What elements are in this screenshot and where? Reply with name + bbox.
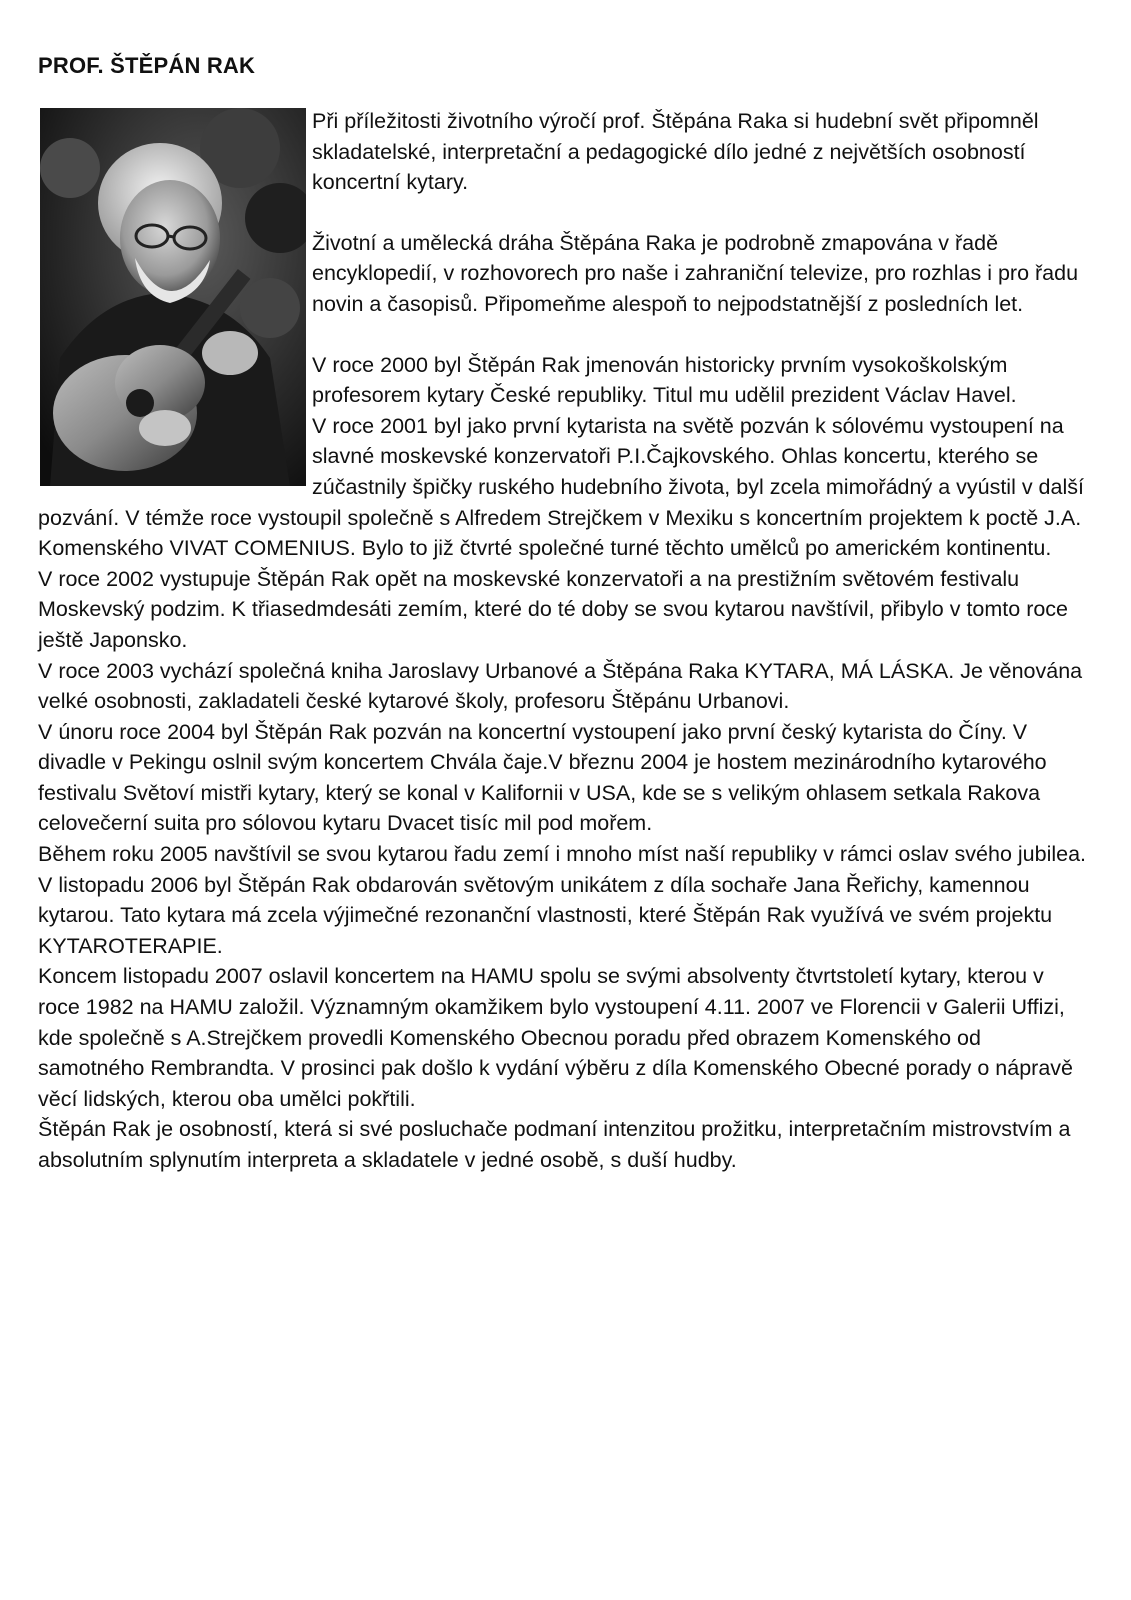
paragraph-4: V roce 2001 byl jako první kytarista na světě pozván k sólovému vystoupení na slavné moskevské konzervatoři P.I.Čajkovského. Ohlas koncertu, kterého se zúčastnily špičky ruského hudebního života, byl zcela mimořádný a vyústil v další pozvání. V témže roce vystoupil společně s Alfredem Strejčkem v Mexiku s koncertním projektem k poctě J.A. Komenského VIVAT COMENIUS. Bylo to již čtvrté společné turné těchto umělců po americkém kontinentu. [38,413,1084,561]
paragraph-10: Koncem listopadu 2007 oslavil koncertem na HAMU spolu se svými absolventy čtvrtstoletí kytary, kterou v roce 1982 na HAMU založil. Významným okamžikem bylo vystoupení 4.11. 2007 ve Florencii v Galerii Uffizi, kde společně s A.Strejčkem provedli Komenského Obecnou poradu před obrazem Komenského od samotného Rembrandta. V prosinci pak došlo k vydání výběru z díla Komenského Obecné porady o nápravě věcí lidských, kterou oba umělci pokřtili. [38,964,1073,1111]
paragraph-6: V roce 2003 vychází společná kniha Jaroslavy Urbanové a Štěpána Raka KYTARA, MÁ LÁSKA. Je věnována velké osobnosti, zakladateli české kytarové školy, profesoru Štěpánu Urbanovi. [38,658,1083,714]
paragraph-3: V roce 2000 byl Štěpán Rak jmenován historicky prvním vysokoškolským profesorem kytary České republiky. Titul mu udělil prezident Václav Havel. [312,352,1017,408]
portrait-guitarist-icon [40,108,306,486]
document-page [38,52,1090,1176]
paragraph-7: V únoru roce 2004 byl Štěpán Rak pozván na koncertní vystoupení jako první český kytarista do Číny. V divadle v Pekingu oslnil svým koncertem Chvála čaje.V březnu 2004 je hostem mezinárodního kytarového festivalu Světoví mistři kytary, který se konal v Kalifornii v USA, kde se s velikým ohlasem setkala Rakova celovečerní suita pro sólovou kytaru Dvacet tisíc mil pod mořem. [38,719,1047,836]
portrait-photo [40,108,306,486]
paragraph-5: V roce 2002 vystupuje Štěpán Rak opět na moskevské konzervatoři a na prestižním světovém festivalu Moskevský podzim. K třiasedmdesáti zemím, které do té doby se svou kytarou navštívil, přibylo v tomto roce ještě Japonsko. [38,566,1069,652]
paragraph-9: V listopadu 2006 byl Štěpán Rak obdarován světovým unikátem z díla sochaře Jana Řeřichy, kamennou kytarou. Tato kytara má zcela výjimečné rezonanční vlastnosti, které Štěpán Rak využívá ve svém projektu KYTAROTERAPIE. [38,872,1053,958]
page-title: PROF. ŠTĚPÁN RAK [38,53,256,78]
paragraph-8: Během roku 2005 navštívil se svou kytarou řadu zemí i mnoho míst naší republiky v rámci oslav svého jubilea. [38,842,1087,867]
paragraph-1: Při příležitosti životního výročí prof. Štěpána Raka si hudební svět připomněl skladatelské, interpretační a pedagogické dílo jedné z největších osobností koncertní kytary. [312,109,1039,195]
paragraph-11: Štěpán Rak je osobností, která si své posluchače podmaní intenzitou prožitku, interpretačním mistrovstvím a absolutním splynutím interpreta a skladatele v jedné osobě, s duší hudby. [38,1117,1071,1172]
paragraph-2: Životní a umělecká dráha Štěpána Raka je podrobně zmapována v řadě encyklopedií, v rozhovorech pro naše i zahraniční televize, pro rozhlas i pro řadu novin a časopisů. Připomeňme alespoň to nejpodstatnější z posledních let. [312,230,1079,316]
article-body [38,106,1090,1176]
